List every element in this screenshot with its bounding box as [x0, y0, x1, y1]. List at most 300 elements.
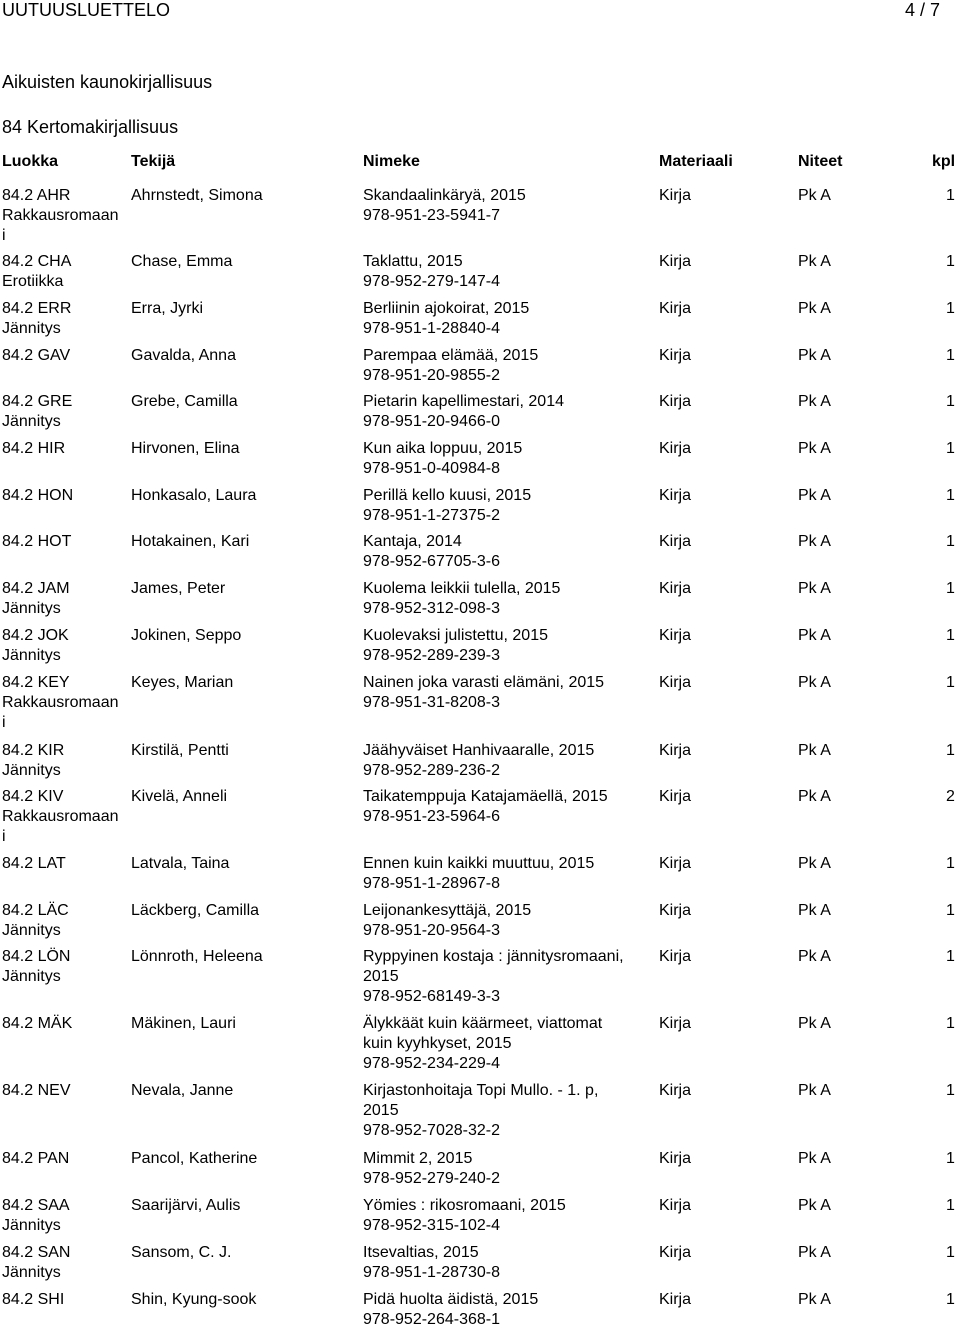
copies-location: Pk A	[798, 347, 831, 364]
title-cell	[363, 439, 633, 479]
copies-location: Pk A	[798, 1244, 831, 1261]
copies-location: Pk A	[798, 393, 831, 410]
classification-cell	[2, 579, 122, 619]
author-name: Saarijärvi, Aulis	[131, 1197, 241, 1214]
classification-cell	[2, 901, 122, 941]
count-cell	[946, 854, 955, 874]
count-cell	[946, 1243, 955, 1263]
material-type: Kirja	[659, 902, 692, 919]
material-cell	[659, 1196, 691, 1216]
title-cell	[363, 579, 633, 619]
material-type: Kirja	[659, 487, 692, 504]
isbn: 978-951-20-9855-2	[363, 367, 500, 384]
copies-cell	[798, 579, 831, 599]
author-name: Honkasalo, Laura	[131, 487, 257, 504]
material-cell	[659, 787, 691, 807]
copies-location: Pk A	[798, 855, 831, 872]
book-title: Perillä kello kuusi, 2015	[363, 487, 532, 504]
isbn: 978-952-68149-3-3	[363, 988, 500, 1005]
genre-label: Jännitys	[2, 968, 61, 985]
material-type: Kirja	[659, 742, 692, 759]
subsection-heading: 84 Kertomakirjallisuus	[2, 117, 179, 137]
author-cell	[131, 439, 240, 459]
shelf-code: 84.2 LÖN	[2, 948, 71, 965]
title-cell	[363, 947, 633, 1007]
classification-cell	[2, 741, 122, 781]
book-title: Ennen kuin kaikki muuttuu, 2015	[363, 855, 595, 872]
author-cell	[131, 901, 259, 921]
copies-cell	[798, 1081, 831, 1101]
shelf-code: 84.2 JAM	[2, 580, 70, 597]
shelf-code: 84.2 GRE	[2, 393, 73, 410]
author-name: Hirvonen, Elina	[131, 440, 240, 457]
classification-cell	[2, 854, 122, 874]
book-title: Kantaja, 2014	[363, 533, 462, 550]
author-name: Läckberg, Camilla	[131, 902, 260, 919]
copies-location: Pk A	[798, 948, 831, 965]
material-cell	[659, 1081, 691, 1101]
author-cell	[131, 626, 241, 646]
copy-count: 1	[946, 1197, 955, 1214]
material-type: Kirja	[659, 788, 692, 805]
copies-location: Pk A	[798, 1015, 831, 1032]
material-type: Kirja	[659, 1197, 692, 1214]
isbn: 978-951-0-40984-8	[363, 460, 500, 477]
book-title: Skandaalinkäryä, 2015	[363, 187, 526, 204]
material-cell	[659, 673, 691, 693]
book-title: Taklattu, 2015	[363, 253, 463, 270]
count-cell	[946, 1196, 955, 1216]
copies-cell	[798, 186, 831, 206]
classification-cell	[2, 1081, 122, 1101]
count-cell	[946, 532, 955, 552]
shelf-code: 84.2 KIR	[2, 742, 65, 759]
shelf-code: 84.2 SHI	[2, 1291, 65, 1308]
copies-cell	[798, 532, 831, 552]
copies-location: Pk A	[798, 580, 831, 597]
genre-label: Jännitys	[2, 320, 61, 337]
shelf-code: 84.2 HIR	[2, 440, 66, 457]
count-cell	[946, 626, 955, 646]
count-cell	[946, 1149, 955, 1169]
count-cell	[946, 252, 955, 272]
count-cell	[946, 947, 955, 967]
shelf-code: 84.2 CHA	[2, 253, 72, 270]
author-cell	[131, 1196, 240, 1216]
material-type: Kirja	[659, 393, 692, 410]
material-cell	[659, 901, 691, 921]
book-title: Kuolevaksi julistettu, 2015	[363, 627, 548, 644]
isbn: 978-952-315-102-4	[363, 1217, 500, 1234]
count-cell	[946, 901, 955, 921]
isbn: 978-951-1-28730-8	[363, 1264, 500, 1281]
classification-cell	[2, 673, 122, 733]
classification-cell	[2, 346, 122, 366]
author-name: Lönnroth, Heleena	[131, 948, 263, 965]
material-cell	[659, 579, 691, 599]
book-title: Jäähyväiset Hanhivaaralle, 2015	[363, 742, 595, 759]
section-heading: Aikuisten kaunokirjallisuus	[2, 72, 213, 92]
copies-cell	[798, 439, 831, 459]
copies-cell	[798, 901, 831, 921]
author-name: Shin, Kyung-sook	[131, 1291, 257, 1308]
count-cell	[946, 1081, 955, 1101]
count-cell	[946, 186, 955, 206]
column-header-niteet: Niteet	[798, 153, 843, 170]
material-type: Kirja	[659, 1291, 692, 1308]
copies-cell	[798, 486, 831, 506]
copy-count: 1	[946, 1082, 955, 1099]
book-title: Pidä huolta äidistä, 2015	[363, 1291, 539, 1308]
count-cell	[946, 787, 955, 807]
material-type: Kirja	[659, 1082, 692, 1099]
copy-count: 1	[946, 742, 955, 759]
count-cell	[946, 346, 955, 366]
copy-count: 1	[946, 347, 955, 364]
copies-cell	[798, 346, 831, 366]
material-cell	[659, 1290, 691, 1310]
copies-cell	[798, 299, 831, 319]
material-type: Kirja	[659, 300, 692, 317]
shelf-code: 84.2 HOT	[2, 533, 72, 550]
isbn: 978-951-20-9466-0	[363, 413, 500, 430]
isbn: 978-952-7028-32-2	[363, 1122, 500, 1139]
copy-count: 1	[946, 1015, 955, 1032]
genre-label: Jännitys	[2, 1217, 61, 1234]
book-title: Taikatemppuja Katajamäellä, 2015	[363, 788, 608, 805]
copy-count: 1	[946, 1244, 955, 1261]
author-name: Hotakainen, Kari	[131, 533, 250, 550]
title-cell	[363, 186, 633, 226]
copies-cell	[798, 1243, 831, 1263]
title-cell	[363, 626, 633, 666]
author-cell	[131, 947, 263, 967]
copies-cell	[798, 1196, 831, 1216]
book-title: Leijonankesyttäjä, 2015	[363, 902, 532, 919]
column-header-luokka: Luokka	[2, 153, 59, 170]
copies-cell	[798, 854, 831, 874]
count-cell	[946, 299, 955, 319]
copy-count: 1	[946, 902, 955, 919]
page-number: 4 / 7	[904, 0, 940, 20]
shelf-code: 84.2 HON	[2, 487, 74, 504]
book-title: Berliinin ajokoirat, 2015	[363, 300, 530, 317]
copies-location: Pk A	[798, 1291, 831, 1308]
material-cell	[659, 947, 691, 967]
title-cell	[363, 252, 633, 292]
copies-location: Pk A	[798, 487, 831, 504]
isbn: 978-952-312-098-3	[363, 600, 500, 617]
count-cell	[946, 673, 955, 693]
copies-location: Pk A	[798, 187, 831, 204]
copy-count: 1	[946, 440, 955, 457]
copy-count: 1	[946, 1150, 955, 1167]
copies-cell	[798, 787, 831, 807]
shelf-code: 84.2 KEY	[2, 674, 70, 691]
genre-label: Jännitys	[2, 922, 61, 939]
classification-cell	[2, 532, 122, 552]
author-name: Pancol, Katherine	[131, 1150, 258, 1167]
material-type: Kirja	[659, 533, 692, 550]
copy-count: 1	[946, 187, 955, 204]
shelf-code: 84.2 ERR	[2, 300, 72, 317]
material-cell	[659, 486, 691, 506]
column-header-nimeke: Nimeke	[363, 153, 420, 170]
copies-location: Pk A	[798, 1197, 831, 1214]
count-cell	[946, 741, 955, 761]
title-cell	[363, 346, 633, 386]
column-header-materiaali: Materiaali	[659, 153, 733, 170]
title-cell	[363, 1014, 633, 1074]
author-name: Keyes, Marian	[131, 674, 234, 691]
copy-count: 1	[946, 948, 955, 965]
title-cell	[363, 299, 633, 339]
author-name: Erra, Jyrki	[131, 300, 203, 317]
author-cell	[131, 741, 229, 761]
isbn: 978-952-279-147-4	[363, 273, 500, 290]
material-type: Kirja	[659, 674, 692, 691]
material-type: Kirja	[659, 855, 692, 872]
isbn: 978-951-1-28840-4	[363, 320, 500, 337]
classification-cell	[2, 1014, 122, 1034]
classification-cell	[2, 1290, 122, 1310]
book-title: Ryppyinen kostaja : jännitysromaani, 2015	[363, 948, 624, 985]
author-cell	[131, 486, 256, 506]
genre-label: Jännitys	[2, 647, 61, 664]
material-cell	[659, 1149, 691, 1169]
copies-location: Pk A	[798, 627, 831, 644]
copy-count: 1	[946, 393, 955, 410]
title-cell	[363, 854, 633, 894]
author-cell	[131, 1014, 236, 1034]
author-cell	[131, 346, 236, 366]
shelf-code: 84.2 MÄK	[2, 1015, 73, 1032]
material-type: Kirja	[659, 627, 692, 644]
isbn: 978-951-31-8208-3	[363, 694, 500, 711]
shelf-code: 84.2 LAT	[2, 855, 66, 872]
material-cell	[659, 392, 691, 412]
book-title: Mimmit 2, 2015	[363, 1150, 473, 1167]
material-cell	[659, 186, 691, 206]
copy-count: 1	[946, 580, 955, 597]
material-cell	[659, 299, 691, 319]
genre-label: Jännitys	[2, 1264, 61, 1281]
shelf-code: 84.2 KIV	[2, 788, 64, 805]
book-title: Kuolema leikkii tulella, 2015	[363, 580, 561, 597]
title-cell	[363, 1081, 633, 1141]
author-cell	[131, 673, 233, 693]
column-header-kpl: kpl	[932, 153, 956, 170]
copies-location: Pk A	[798, 902, 831, 919]
copies-cell	[798, 947, 831, 967]
isbn: 978-952-279-240-2	[363, 1170, 500, 1187]
count-cell	[946, 392, 955, 412]
classification-cell	[2, 1243, 122, 1283]
author-cell	[131, 854, 229, 874]
author-name: Ahrnstedt, Simona	[131, 187, 263, 204]
title-cell	[363, 673, 633, 713]
copies-cell	[798, 1149, 831, 1169]
book-title: Parempaa elämää, 2015	[363, 347, 539, 364]
material-cell	[659, 1243, 691, 1263]
genre-label: Rakkausromaani	[2, 694, 119, 731]
author-name: Jokinen, Seppo	[131, 627, 242, 644]
copies-cell	[798, 673, 831, 693]
genre-label: Rakkausromaani	[2, 808, 119, 845]
shelf-code: 84.2 SAN	[2, 1244, 71, 1261]
material-cell	[659, 346, 691, 366]
author-name: James, Peter	[131, 580, 226, 597]
copy-count: 1	[946, 1291, 955, 1308]
title-cell	[363, 1290, 633, 1330]
material-type: Kirja	[659, 187, 692, 204]
genre-label: Jännitys	[2, 762, 61, 779]
author-cell	[131, 1081, 233, 1101]
material-type: Kirja	[659, 580, 692, 597]
material-type: Kirja	[659, 1015, 692, 1032]
copies-location: Pk A	[798, 788, 831, 805]
material-cell	[659, 1014, 691, 1034]
author-name: Latvala, Taina	[131, 855, 230, 872]
author-cell	[131, 392, 238, 412]
copies-cell	[798, 1290, 831, 1310]
copies-cell	[798, 741, 831, 761]
author-cell	[131, 299, 203, 319]
genre-label: Erotiikka	[2, 273, 64, 290]
shelf-code: 84.2 SAA	[2, 1197, 70, 1214]
title-cell	[363, 787, 633, 827]
title-cell	[363, 1149, 633, 1189]
copy-count: 1	[946, 627, 955, 644]
column-header-tekija: Tekijä	[131, 153, 176, 170]
copy-count: 1	[946, 855, 955, 872]
author-cell	[131, 252, 232, 272]
copies-location: Pk A	[798, 1082, 831, 1099]
copies-location: Pk A	[798, 533, 831, 550]
book-title: Pietarin kapellimestari, 2014	[363, 393, 564, 410]
copies-location: Pk A	[798, 440, 831, 457]
material-type: Kirja	[659, 1244, 692, 1261]
shelf-code: 84.2 NEV	[2, 1082, 71, 1099]
author-name: Grebe, Camilla	[131, 393, 238, 410]
copies-location: Pk A	[798, 253, 831, 270]
author-cell	[131, 186, 263, 206]
title-cell	[363, 741, 633, 781]
classification-cell	[2, 626, 122, 666]
author-name: Kirstilä, Pentti	[131, 742, 229, 759]
title-cell	[363, 1243, 633, 1283]
classification-cell	[2, 392, 122, 432]
material-type: Kirja	[659, 347, 692, 364]
author-name: Kivelä, Anneli	[131, 788, 228, 805]
shelf-code: 84.2 GAV	[2, 347, 71, 364]
material-cell	[659, 532, 691, 552]
classification-cell	[2, 1196, 122, 1236]
copies-cell	[798, 626, 831, 646]
genre-label: Rakkausromaani	[2, 207, 119, 244]
material-type: Kirja	[659, 440, 692, 457]
isbn: 978-951-1-27375-2	[363, 507, 500, 524]
author-cell	[131, 1243, 231, 1263]
material-type: Kirja	[659, 1150, 692, 1167]
isbn: 978-952-67705-3-6	[363, 553, 500, 570]
author-name: Mäkinen, Lauri	[131, 1015, 236, 1032]
classification-cell	[2, 186, 122, 246]
title-cell	[363, 532, 633, 572]
isbn: 978-951-1-28967-8	[363, 875, 500, 892]
copy-count: 1	[946, 300, 955, 317]
isbn: 978-952-289-239-3	[363, 647, 500, 664]
classification-cell	[2, 299, 122, 339]
shelf-code: 84.2 AHR	[2, 187, 71, 204]
copy-count: 1	[946, 674, 955, 691]
material-type: Kirja	[659, 253, 692, 270]
title-cell	[363, 486, 633, 526]
book-title: Itsevaltias, 2015	[363, 1244, 479, 1261]
classification-cell	[2, 252, 122, 292]
copies-cell	[798, 252, 831, 272]
material-cell	[659, 252, 691, 272]
copies-location: Pk A	[798, 674, 831, 691]
isbn: 978-951-23-5941-7	[363, 207, 500, 224]
book-title: Nainen joka varasti elämäni, 2015	[363, 674, 605, 691]
classification-cell	[2, 486, 122, 506]
copies-location: Pk A	[798, 1150, 831, 1167]
copies-cell	[798, 1014, 831, 1034]
author-cell	[131, 532, 249, 552]
copy-count: 1	[946, 533, 955, 550]
copy-count: 1	[946, 487, 955, 504]
isbn: 978-952-234-229-4	[363, 1055, 500, 1072]
count-cell	[946, 1014, 955, 1034]
copy-count: 1	[946, 253, 955, 270]
copies-location: Pk A	[798, 300, 831, 317]
book-title: Yömies : rikosromaani, 2015	[363, 1197, 566, 1214]
copies-location: Pk A	[798, 742, 831, 759]
author-name: Nevala, Janne	[131, 1082, 234, 1099]
count-cell	[946, 1290, 955, 1310]
copy-count: 2	[946, 788, 955, 805]
author-name: Gavalda, Anna	[131, 347, 236, 364]
classification-cell	[2, 1149, 122, 1169]
author-cell	[131, 1290, 256, 1310]
shelf-code: 84.2 PAN	[2, 1150, 70, 1167]
classification-cell	[2, 947, 122, 987]
material-cell	[659, 741, 691, 761]
author-cell	[131, 787, 227, 807]
count-cell	[946, 579, 955, 599]
author-cell	[131, 1149, 257, 1169]
classification-cell	[2, 787, 122, 847]
title-cell	[363, 392, 633, 432]
material-cell	[659, 626, 691, 646]
material-cell	[659, 854, 691, 874]
isbn: 978-952-289-236-2	[363, 762, 500, 779]
book-title: Älykkäät kuin käärmeet, viattomat kuin kyyhkyset, 2015	[363, 1015, 603, 1052]
book-title: Kun aika loppuu, 2015	[363, 440, 523, 457]
classification-cell	[2, 439, 122, 459]
author-cell	[131, 579, 225, 599]
title-cell	[363, 1196, 633, 1236]
shelf-code: 84.2 JOK	[2, 627, 69, 644]
title-cell	[363, 901, 633, 941]
material-cell	[659, 439, 691, 459]
genre-label: Jännitys	[2, 600, 61, 617]
book-title: Kirjastonhoitaja Topi Mullo. - 1. p, 2015	[363, 1082, 599, 1119]
author-name: Sansom, C. J.	[131, 1244, 232, 1261]
count-cell	[946, 439, 955, 459]
author-name: Chase, Emma	[131, 253, 233, 270]
